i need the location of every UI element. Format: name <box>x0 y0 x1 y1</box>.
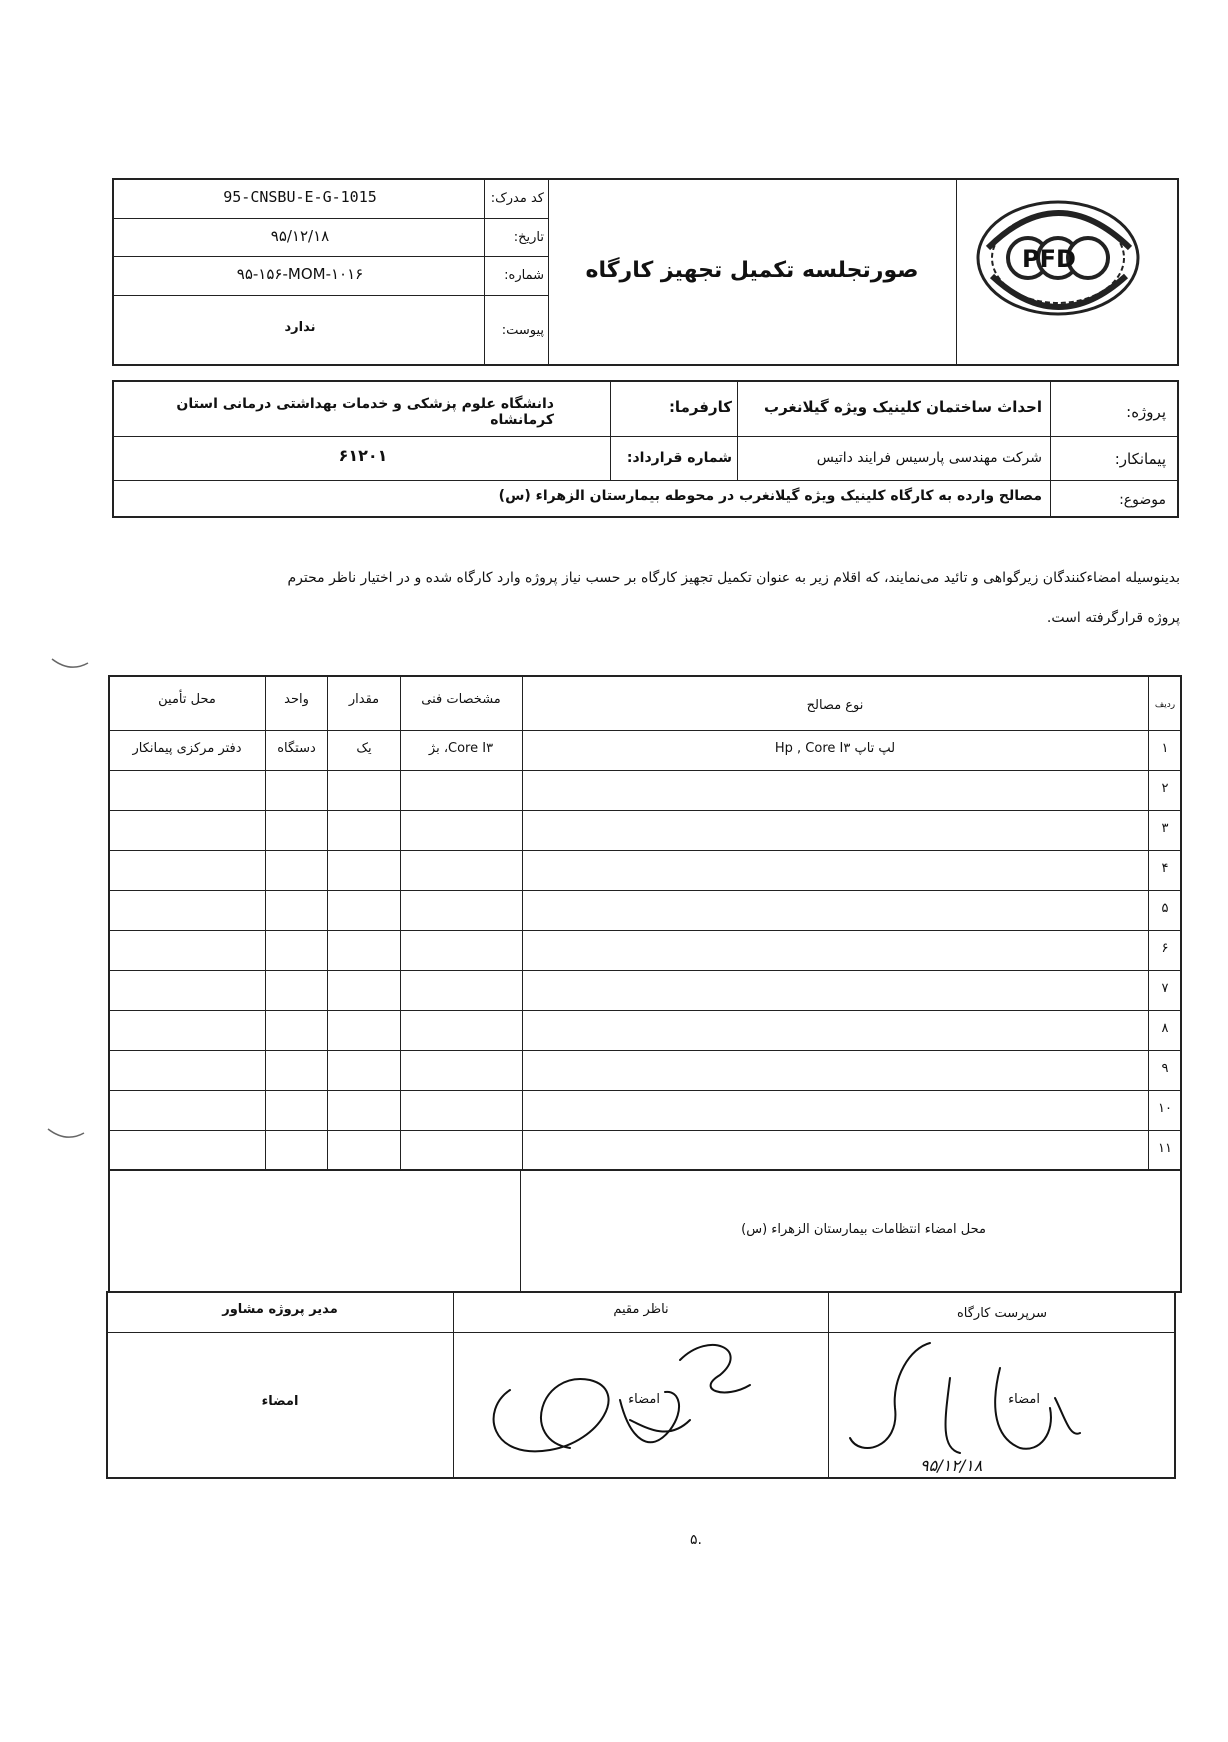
cell-specs: Core I۳، بژ <box>428 741 494 756</box>
footer-mark: ۵. <box>690 1532 702 1548</box>
subject-label: موضوع: <box>1119 492 1166 508</box>
cell-row-no: ۹ <box>1161 1061 1169 1076</box>
cell-row-no: ۵ <box>1161 901 1169 916</box>
date-label: تاریخ: <box>513 230 544 245</box>
resident-signature <box>480 1330 780 1470</box>
cell-supply: دفتر مرکزی پیمانکار <box>132 741 242 756</box>
manager-title: مدیر پروژه مشاور <box>222 1302 338 1317</box>
cell-row-no: ۶ <box>1161 941 1169 956</box>
col-header-specs: مشخصات فنی <box>421 692 501 707</box>
cell-row-no: ۲ <box>1161 781 1169 796</box>
supervisor-title: سرپرست کارگاه <box>956 1306 1048 1321</box>
supervisor-signature <box>840 1338 1100 1468</box>
contractor-label: پیمانکار: <box>1114 450 1166 468</box>
contract-number-value: ۶۱۲۰۱ <box>338 446 388 465</box>
col-header-material: نوع مصالح <box>806 698 864 713</box>
project-label: پروژه: <box>1126 403 1166 421</box>
cell-qty: یک <box>356 741 372 756</box>
contract-number-label: شماره قرارداد: <box>626 450 732 466</box>
doc-code-label: کد مدرک: <box>490 191 544 206</box>
intro-line-2: پروژه قرارگرفته است. <box>1046 610 1180 626</box>
attachment-label: پیوست: <box>501 323 544 338</box>
cell-unit: دستگاه <box>277 741 316 756</box>
project-value: احداث ساختمان کلینیک ویژه گیلانغرب <box>764 398 1042 416</box>
cell-row-no: ۳ <box>1161 821 1169 836</box>
intro-line-1: بدینوسیله امضاءکنندگان زیرگواهی و تائید می‌نمایند، که اقلام زیر به عنوان تکمیل تجهیز کارگاه بر حسب نیاز پروژه وارد کارگاه شده و در اختیار ناظر محترم <box>287 570 1180 586</box>
supervisor-sign-label: امضاء <box>1008 1392 1040 1407</box>
cell-row-no: ۸ <box>1161 1021 1169 1036</box>
resident-title: ناظر مقیم <box>613 1302 669 1317</box>
date-value: ۹۵/۱۲/۱۸ <box>270 227 330 245</box>
number-label: شماره: <box>504 268 544 283</box>
doc-code-value: 95-CNSBU-E-G-1015 <box>223 188 377 206</box>
cell-row-no: ۱۰ <box>1158 1101 1172 1116</box>
margin-mark <box>46 1125 86 1145</box>
handwritten-date: ۹۵/۱۲/۱۸ <box>920 1456 983 1475</box>
number-value: ۹۵-۱۵۶-MOM-۱۰۱۶ <box>236 265 364 283</box>
col-header-qty: مقدار <box>348 692 380 707</box>
col-header-unit: واحد <box>284 692 309 707</box>
contractor-value: شرکت مهندسی پارسیس فرایند داتیس <box>816 450 1042 466</box>
logo-letters: PFD <box>1022 245 1076 273</box>
subject-value: مصالح وارده به کارگاه کلینیک ویژه گیلانغرب در محوطه بیمارستان الزهراء (س) <box>498 488 1042 504</box>
col-header-supply: محل تأمین <box>158 692 216 707</box>
page-title: صورتجلسه تکمیل تجهیز کارگاه <box>585 258 919 283</box>
col-header-row-no: ردیف <box>1154 700 1176 710</box>
stamp-area-text: محل امضاء انتظامات بیمارستان الزهراء (س) <box>741 1222 986 1237</box>
employer-label: کارفرما: <box>668 398 732 416</box>
margin-mark <box>50 655 90 675</box>
cell-row-no: ۷ <box>1161 981 1169 996</box>
attachment-value: ندارد <box>284 320 316 335</box>
cell-row-no: ۴ <box>1161 861 1169 876</box>
resident-sign-label: امضاء <box>628 1392 660 1407</box>
cell-material: لپ تاپ Hp , Core I۳ <box>774 741 896 756</box>
manager-sign-label: امضاء <box>261 1394 299 1409</box>
cell-row-no: ۱۱ <box>1158 1141 1172 1156</box>
company-logo <box>970 188 1160 338</box>
employer-value: دانشگاه علوم پزشکی و خدمات بهداشتی درمانی استان کرمانشاه <box>176 396 554 428</box>
cell-row-no: ۱ <box>1161 741 1169 756</box>
